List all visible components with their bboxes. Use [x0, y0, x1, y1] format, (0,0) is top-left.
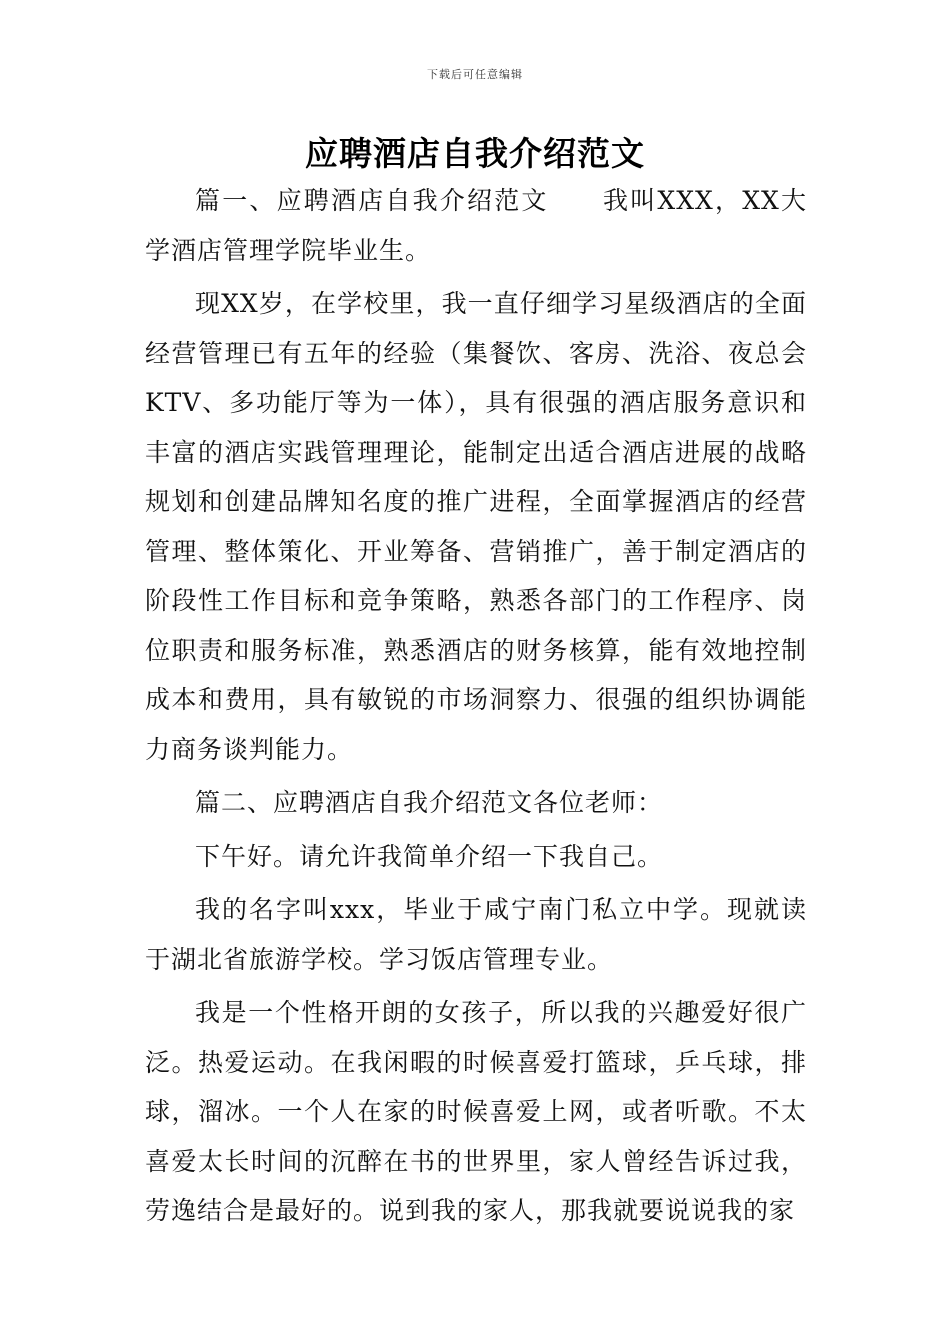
document-body [145, 176, 807, 1240]
header-note: 下载后可任意编辑 [427, 68, 523, 81]
paragraph-4: 下午好。请允许我简单介绍一下我自己。 [195, 841, 664, 871]
paragraph-1: 篇一、应聘酒店自我介绍范文 我叫XXX，XX大学酒店管理学院毕业生。 [145, 186, 807, 265]
paragraph-5: 我的名字叫xxx，毕业于咸宁南门私立中学。现就读于湖北省旅游学校。学习饭店管理专业。 [145, 895, 807, 974]
document-title: 应聘酒店自我介绍范文 [305, 134, 645, 173]
paragraph-3: 篇二、应聘酒店自我介绍范文各位老师： [195, 788, 664, 817]
paragraph-2: 现XX岁，在学校里，我一直仔细学习星级酒店的全面经营管理已有五年的经验（集餐饮、客房、洗浴、夜总会KTV、多功能厅等为一体），具有很强的酒店服务意识和丰富的酒店实践管理理论，能制定出适合酒店进展的战略规划和创建品牌知名度的推广进程，全面掌握酒店的经营管理、整体策化、开业筹备、营销推广，善于制定酒店的阶段性工作目标和竞争策略，熟悉各部门的工作程序、岗位职责和服务标准，熟悉酒店的财务核算，能有效地控制成本和费用，具有敏锐的市场洞察力、很强的组织协调能力商务谈判能力。 [145, 289, 807, 764]
paragraph-6: 我是一个性格开朗的女孩子，所以我的兴趣爱好很广泛。热爱运动。在我闲暇的时候喜爱打篮球，乒乓球，排球，溜冰。一个人在家的时候喜爱上网，或者听歌。不太喜爱太长时间的沉醉在书的世界里，家人曾经告诉过我，劳逸结合是最好的。说到我的家人，那我就要说说我的家 [145, 998, 807, 1225]
